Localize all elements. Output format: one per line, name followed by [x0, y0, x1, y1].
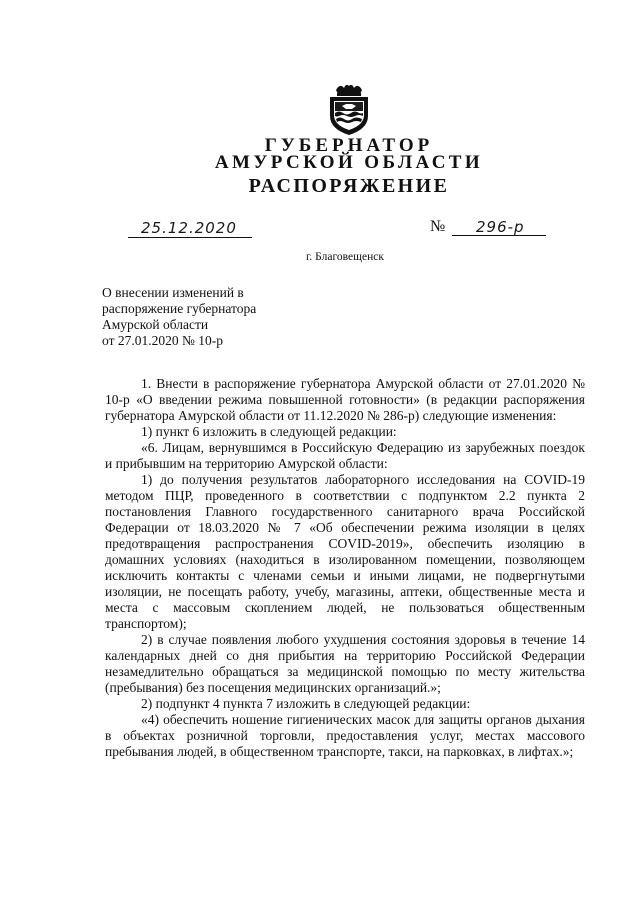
subject-line: Амурской области [102, 317, 209, 332]
body-paragraph: 2) в случае появления любого ухудшения состояния здоровья в течение 14 календарных дней со дня прибытия на территорию Российской Федерации незамедлительно обращаться за медицинской помощью по месту жительства (пребывания) без посещения медицинских организаций.»; [105, 632, 585, 695]
amur-region-coat-of-arms-icon [326, 82, 372, 136]
subject-line: распоряжение губернатора [102, 301, 257, 316]
body-paragraph: «4) обеспечить ношение гигиенических масок для защиты органов дыхания в объектах розничной торговли, предоставления услуг, местах массового пребывания людей, в общественном транспорте, такси, на парковках, в лифтах.»; [105, 712, 585, 759]
body-paragraph: 1. Внести в распоряжение губернатора Амурской области от 27.01.2020 № 10-р «О введении режима повышенной готовности» (в редакции распоряжения губернатора Амурской области от 11.12.2020 № 286-р) следующие изменения: [105, 376, 585, 423]
document-type-heading: РАСПОРЯЖЕНИЕ [248, 175, 450, 197]
subject-line: от 27.01.2020 № 10-р [102, 333, 223, 348]
body-paragraph: 1) до получения результатов лабораторного исследования на COVID-19 методом ПЦР, проведенного в соответствии с подпунктом 2.2 пункта 2 постановления Главного государственного санитарного врача Российской Федерации от 18.03.2020 № 7 «Об обеспечении режима изоляции в целях предотвращения распространения COVID-2019», обеспечить изоляцию в домашних условиях (находиться в изолированном помещении, позволяющем исключить контакты с членами семьи и иными лицами, не подвергнутыми изоляции, не посещать работу, учебу, магазины, аптеки, общественные места и места с массовым скоплением людей, не пользоваться общественным транспортом); [105, 472, 585, 631]
date-underline [128, 237, 252, 238]
document-body [105, 376, 585, 760]
number-sign: № [430, 218, 446, 235]
body-paragraph: 2) подпункт 4 пункта 7 изложить в следующей редакции: [141, 696, 471, 711]
document-date: 25.12.2020 [141, 219, 237, 237]
governor-heading: ГУБЕРНАТОР [264, 135, 434, 156]
body-paragraph: 1) пункт 6 изложить в следующей редакции: [141, 424, 397, 439]
document-number: 296-р [476, 218, 525, 236]
number-underline [452, 235, 546, 236]
subject-line: О внесении изменений в [102, 285, 244, 300]
region-heading: АМУРСКОЙ ОБЛАСТИ [214, 152, 484, 173]
city-line: г. Благовещенск [306, 251, 384, 263]
body-paragraph: «6. Лицам, вернувшимся в Российскую Федерацию из зарубежных поездок и прибывшим на территорию Амурской области: [105, 440, 585, 471]
document-subject [102, 285, 256, 349]
